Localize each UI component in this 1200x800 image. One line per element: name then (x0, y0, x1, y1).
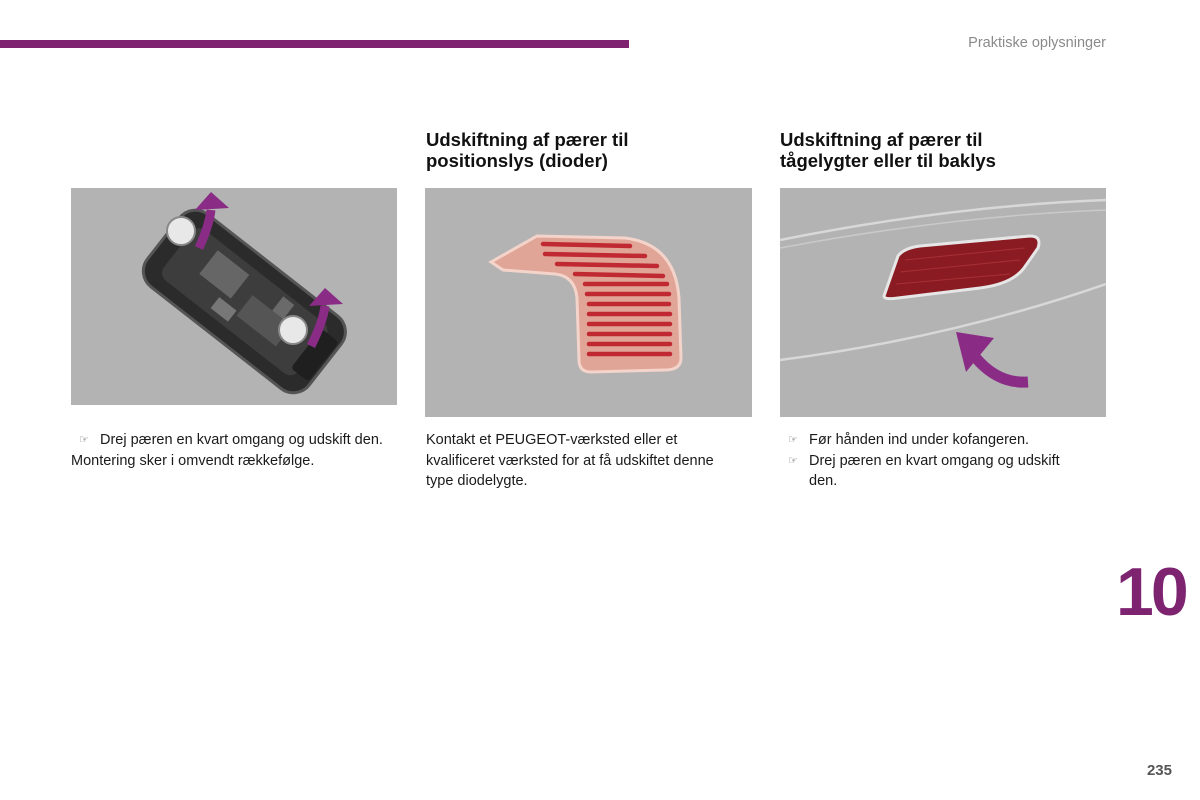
tail-lamp-bulb-holder-image (71, 188, 397, 405)
led-position-lamp-image (425, 188, 752, 417)
caption-bullet: ☞ Før hånden ind under kofangeren. (780, 430, 1090, 451)
pointing-hand-icon: ☞ (79, 434, 89, 446)
header-accent-bar (0, 40, 629, 48)
section-title: Praktiske oplysninger (968, 35, 1106, 51)
page-number: 235 (1146, 762, 1172, 779)
caption-text: Montering sker i omvendt rækkefølge. (71, 452, 315, 469)
caption-bullet: ☞ Drej pæren en kvart omgang og udskift den. (788, 452, 1060, 489)
caption-fog-reversing-lights (780, 430, 1090, 492)
heading-fog-reversing-lights: Udskiftning af pærer til tågelygter eller til baklys (780, 129, 996, 171)
pointing-hand-icon: ☞ (788, 434, 798, 446)
caption-bulb-holder (71, 430, 401, 471)
chapter-number: 10 (1116, 554, 1186, 630)
pointing-hand-icon: ☞ (788, 454, 798, 467)
heading-position-lights: Udskiftning af pærer til positionslys (dioder) (426, 129, 629, 171)
fog-reversing-lamp-image (780, 188, 1106, 417)
caption-position-lights: Kontakt et PEUGEOT-værksted eller et kvalificeret værksted for at få udskiftet denne type diodelygte. (426, 432, 714, 489)
caption-bullet: ☞ Drej pæren en kvart omgang og udskift den. (71, 430, 401, 451)
